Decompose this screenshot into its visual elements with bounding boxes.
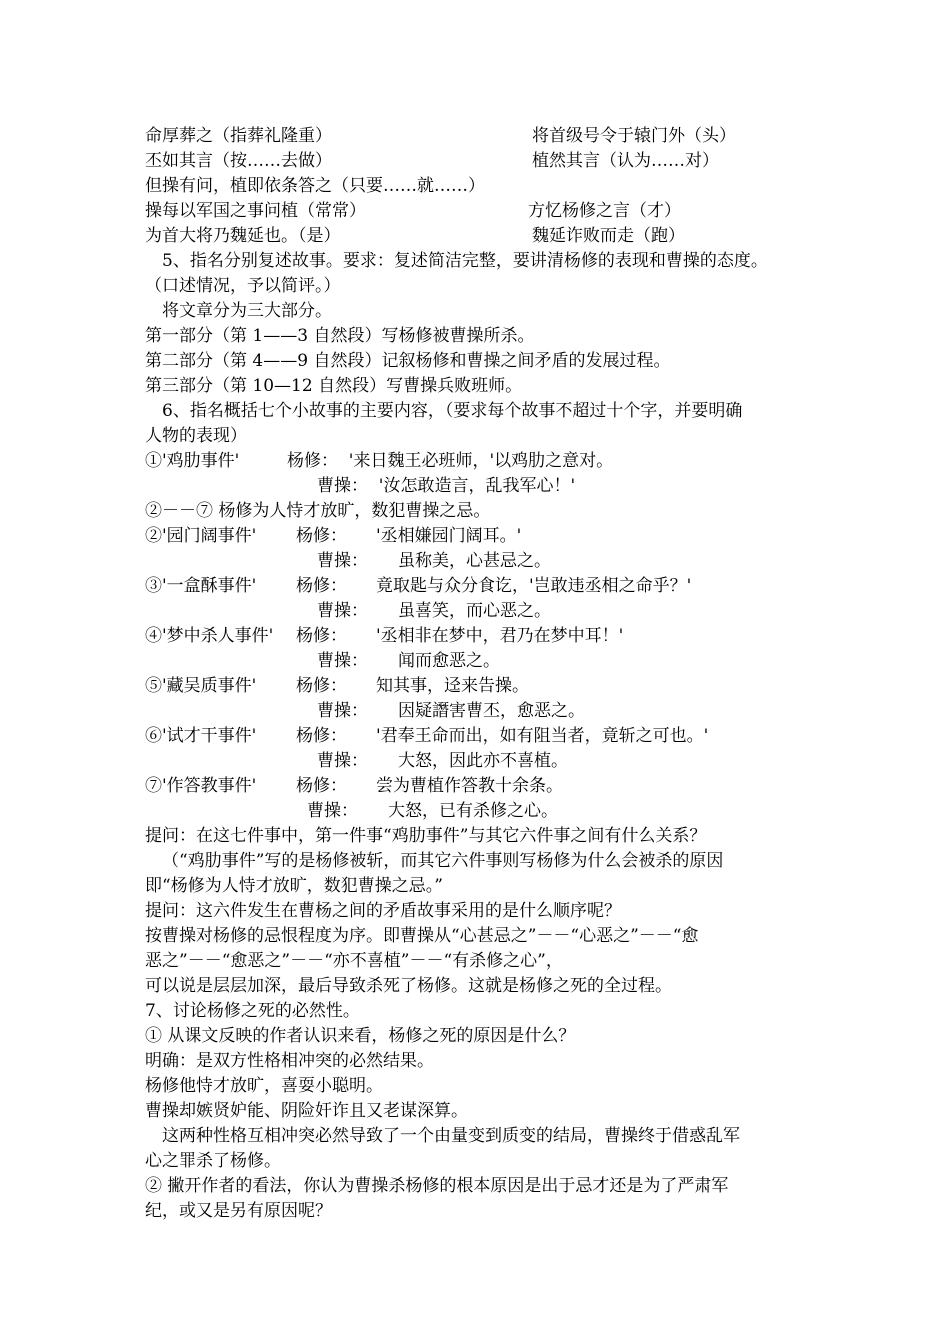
text-line: 人物的表现） [145,426,247,446]
text-line: ②－－⑦ 杨修为人恃才放旷，数犯曹操之忌。 [145,501,491,521]
text-line: ① 从课文反映的作者认识来看，杨修之死的原因是什么？ [145,1026,576,1046]
text-line: 虽喜笑，而心恶之。 [398,601,551,621]
text-line: '丞相嫌园门阔耳。' [376,526,522,546]
speaker-label: 杨修： [296,526,347,546]
text-line: 6、指名概括七个小故事的主要内容，（要求每个故事不超过十个字，并要明确 [162,401,743,421]
text-line: 闻而愈恶之。 [398,651,500,671]
text-line: 操每以军国之事问植（常常） [145,201,366,221]
text-line: 方忆杨修之言（才） [528,201,681,221]
text-line: 将文章分为三大部分。 [162,301,332,321]
text-line: （口述情况，予以简评。） [145,276,341,296]
speaker-label: 杨修： [296,776,347,796]
text-line: 提问：在这七件事中，第一件事“鸡肋事件”与其它六件事之间有什么关系？ [145,826,707,846]
text-line: 纪，或又是另有原因呢？ [145,1201,332,1221]
text-line: 第三部分（第 10—12 自然段）写曹操兵败班师。 [145,376,523,396]
text-line: 杨修他恃才放旷，喜耍小聪明。 [145,1076,383,1096]
text-line: 可以说是层层加深，最后导致杀死了杨修。这就是杨修之死的全过程。 [145,976,672,996]
text-line: '君奉王命而出，如有阻当者，竟斩之可也。' [376,726,709,746]
speaker-label: 曹操： [317,651,368,671]
text-line: 大怒，因此亦不喜植。 [398,751,568,771]
speaker-label: 杨修： [296,576,347,596]
text-line: （“鸡肋事件”写的是杨修被斩，而其它六件事则写杨修为什么会被杀的原因 [162,851,724,871]
text-line: 虽称美，心甚忌之。 [398,551,551,571]
story-title: ⑥'试才干事件' [145,726,257,746]
story-title: ③'一盒酥事件' [145,576,257,596]
story-title: ⑤'藏吴质事件' [145,676,257,696]
speaker-label: 曹操： [317,751,368,771]
text-line: 明确：是双方性格相冲突的必然结果。 [145,1051,434,1071]
text-line: 知其事，迳来告操。 [376,676,529,696]
text-line: 命厚葬之（指葬礼隆重） [145,126,332,146]
text-line: 丕如其言（按……去做） [145,151,332,171]
speaker-label: 杨修： [296,626,347,646]
text-line: 5、指名分别复述故事。要求：复述简洁完整，要讲清杨修的表现和曹操的态度。 [162,251,768,271]
speaker-label: 曹操： [317,551,368,571]
speaker-label: 曹操： [307,801,358,821]
text-line: 曹操却嫉贤妒能、阴险奸诈且又老谋深算。 [145,1101,468,1121]
text-line: 魏延诈败而走（跑） [532,226,685,246]
story-title: ①'鸡肋事件' [145,451,240,471]
text-line: ② 撇开作者的看法，你认为曹操杀杨修的根本原因是出于忌才还是为了严肃军 [145,1176,729,1196]
text-line: 植然其言（认为……对） [532,151,719,171]
text-line: 尝为曹植作答教十余条。 [376,776,563,796]
speaker-label: 曹操： [317,601,368,621]
text-line: 7、讨论杨修之死的必然性。 [145,1001,360,1021]
text-line: 这两种性格互相冲突必然导致了一个由量变到质变的结局，曹操终于借惑乱军 [162,1126,740,1146]
text-line: 心之罪杀了杨修。 [145,1151,281,1171]
text-line: 为首大将乃魏延也。（是） [145,226,341,246]
text-line: 因疑譖害曹丕，愈恶之。 [398,701,585,721]
text-line: 但操有问，植即依条答之（只要……就……） [145,176,485,196]
text-line: 竟取匙与众分食讫，'岂敢违丞相之命乎？' [376,576,692,596]
text-line: 第一部分（第 1——3 自然段）写杨修被曹操所杀。 [145,326,535,346]
text-line: 即“杨修为人恃才放旷，数犯曹操之忌。” [145,876,443,896]
text-line: 第二部分（第 4——9 自然段）记叙杨修和曹操之间矛盾的发展过程。 [145,351,671,371]
text-line: '丞相非在梦中，君乃在梦中耳！' [376,626,624,646]
story-title: ⑦'作答教事件' [145,776,257,796]
text-line: 曹操： '汝怎敢造言，乱我军心！' [317,476,576,496]
text-line: 按曹操对杨修的忌恨程度为序。即曹操从“心甚忌之”－－“心恶之”－－“愈 [145,926,699,946]
story-title: ②'园门阔事件' [145,526,257,546]
text-line: 杨修： '来日魏王必班师，'以鸡肋之意对。 [287,451,614,471]
text-line: 提问：这六件发生在曹杨之间的矛盾故事采用的是什么顺序呢？ [145,901,621,921]
speaker-label: 杨修： [296,726,347,746]
text-line: 恶之”－－“愈恶之”－－“亦不喜植”－－“有杀修之心”， [145,951,563,971]
speaker-label: 杨修： [296,676,347,696]
story-title: ④'梦中杀人事件' [145,626,274,646]
text-line: 大怒，已有杀修之心。 [388,801,558,821]
speaker-label: 曹操： [317,701,368,721]
text-line: 将首级号令于辕门外（头） [532,126,736,146]
